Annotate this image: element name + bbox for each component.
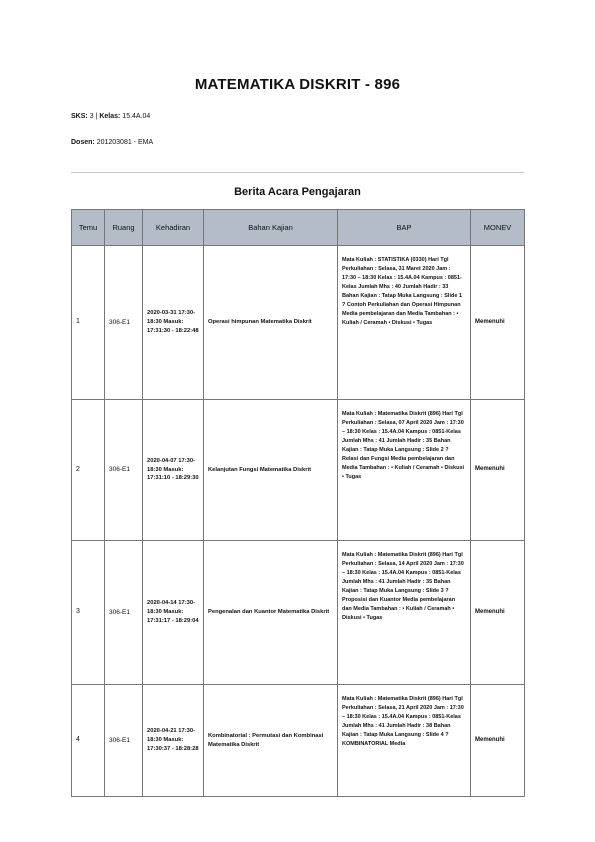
lecturer-info-line [71, 139, 153, 146]
cell-bahan-kajian: Kelanjutan Fungsi Matematika Diskrit [204, 400, 338, 541]
bap-table [71, 209, 525, 797]
cell-bahan-kajian: Kombinatorial : Permutasi dan Kombinasi Matematika Diskrit [204, 685, 338, 797]
cell-monev: Memenuhi [471, 246, 525, 400]
table-row [72, 400, 525, 541]
cell-ruang: 306-E1 [105, 246, 143, 400]
header-temu: Temu [72, 210, 105, 246]
cell-bap: Mata Kuliah : Matematika Diskrit (896) Hari Tgl Perkuliahan : Selasa, 14 April 2020 Jam : 17:30 – 18:30 Kelas : 15.4A.04 Kampus : 0851-Kelas Jumlah Mhs : 41 Jumlah Hadir : 35 Bahan Kajian : Tatap Muka Langsung : Slide 3 ? Proposisi dan Kuantor Media pembelajaran dan Media Tambahan : • Kuliah / Ceramah • Diskusi • Tugas [338, 541, 471, 685]
header-monev: MONEV [471, 210, 525, 246]
cell-kehadiran: 2020-04-14 17:30-18:30 Masuk: 17:31:17 - 18:29:04 [143, 541, 204, 685]
cell-bahan-kajian: Operasi himpunan Matematika Diskrit [204, 246, 338, 400]
cell-temu: 4 [72, 685, 105, 797]
section-title: Berita Acara Pengajaran [234, 186, 361, 198]
header-bahan-kajian: Bahan Kajian [204, 210, 338, 246]
kelas-value: 15.4A.04 [122, 113, 151, 120]
cell-kehadiran: 2020-04-21 17:30-18:30 Masuk: 17:30:37 - 18:28:28 [143, 685, 204, 797]
cell-temu: 1 [72, 246, 105, 400]
cell-monev: Memenuhi [471, 400, 525, 541]
divider [71, 172, 524, 173]
cell-bap: Mata Kuliah : Matematika Diskrit (896) Hari Tgl Perkuliahan : Selasa, 07 April 2020 Jam : 17:30 – 18:30 Kelas : 15.4A.04 Kampus : 0851-Kelas Jumlah Mhs : 41 Jumlah Hadir : 35 Bahan Kajian : Tatap Muka Langsung : Slide 2 ? Relasi dan Fungsi Media pembelajaran dan Media Tambahan : • Kuliah / Ceramah • Diskusi • Tugas [338, 400, 471, 541]
kelas-label: Kelas: [99, 113, 121, 120]
cell-monev: Memenuhi [471, 541, 525, 685]
table-header-row [72, 210, 525, 246]
cell-ruang: 306-E1 [105, 400, 143, 541]
header-kehadiran: Kehadiran [143, 210, 204, 246]
cell-temu: 3 [72, 541, 105, 685]
dosen-label: Dosen: [71, 139, 95, 146]
table-row [72, 246, 525, 400]
separator: | [95, 113, 98, 120]
cell-kehadiran: 2020-03-31 17:30-18:30 Masuk: 17:31:30 - 18:22:48 [143, 246, 204, 400]
table-row [72, 685, 525, 797]
cell-monev: Memenuhi [471, 685, 525, 797]
cell-ruang: 306-E1 [105, 541, 143, 685]
cell-bahan-kajian: Pengenalan dan Kuantor Matematika Diskrit [204, 541, 338, 685]
cell-ruang: 306-E1 [105, 685, 143, 797]
header-ruang: Ruang [105, 210, 143, 246]
course-info-line [71, 113, 150, 120]
cell-bap: Mata Kuliah : Matematika Diskrit (896) Hari Tgl Perkuliahan : Selasa, 21 April 2020 Jam : 17:30 – 18:30 Kelas : 15.4A.04 Kampus : 0851-Kelas Jumlah Mhs : 41 Jumlah Hadir : 38 Bahan Kajian : Tatap Muka Langsung : Slide 4 ? KOMBINATORIAL Media [338, 685, 471, 797]
sks-value: 3 [89, 113, 94, 120]
cell-kehadiran: 2020-04-07 17:30-18:30 Masuk: 17:31:10 - 18:29:30 [143, 400, 204, 541]
table-row [72, 541, 525, 685]
header-bap: BAP [338, 210, 471, 246]
cell-bap: Mata Kuliah : STATISTIKA (0330) Hari Tgl Perkuliahan : Selasa, 31 Maret 2020 Jam : 17:30 – 18:30 Kelas : 15.4A.04 Kampus : 0851-Kelas Jumlah Mhs : 40 Jumlah Hadir : 33 Bahan Kajian : Tatap Muka Langsung : Slide 1 ? Contoh Perkuliahan dan Operasi Himpunan Media pembelajaran dan Media Tambahan : • Kuliah / Ceramah • Diskusi • Tugas [338, 246, 471, 400]
page-title: MATEMATIKA DISKRIT - 896 [194, 76, 401, 93]
cell-temu: 2 [72, 400, 105, 541]
dosen-value: 201203081 - EMA [96, 139, 154, 146]
sks-label: SKS: [71, 113, 88, 120]
